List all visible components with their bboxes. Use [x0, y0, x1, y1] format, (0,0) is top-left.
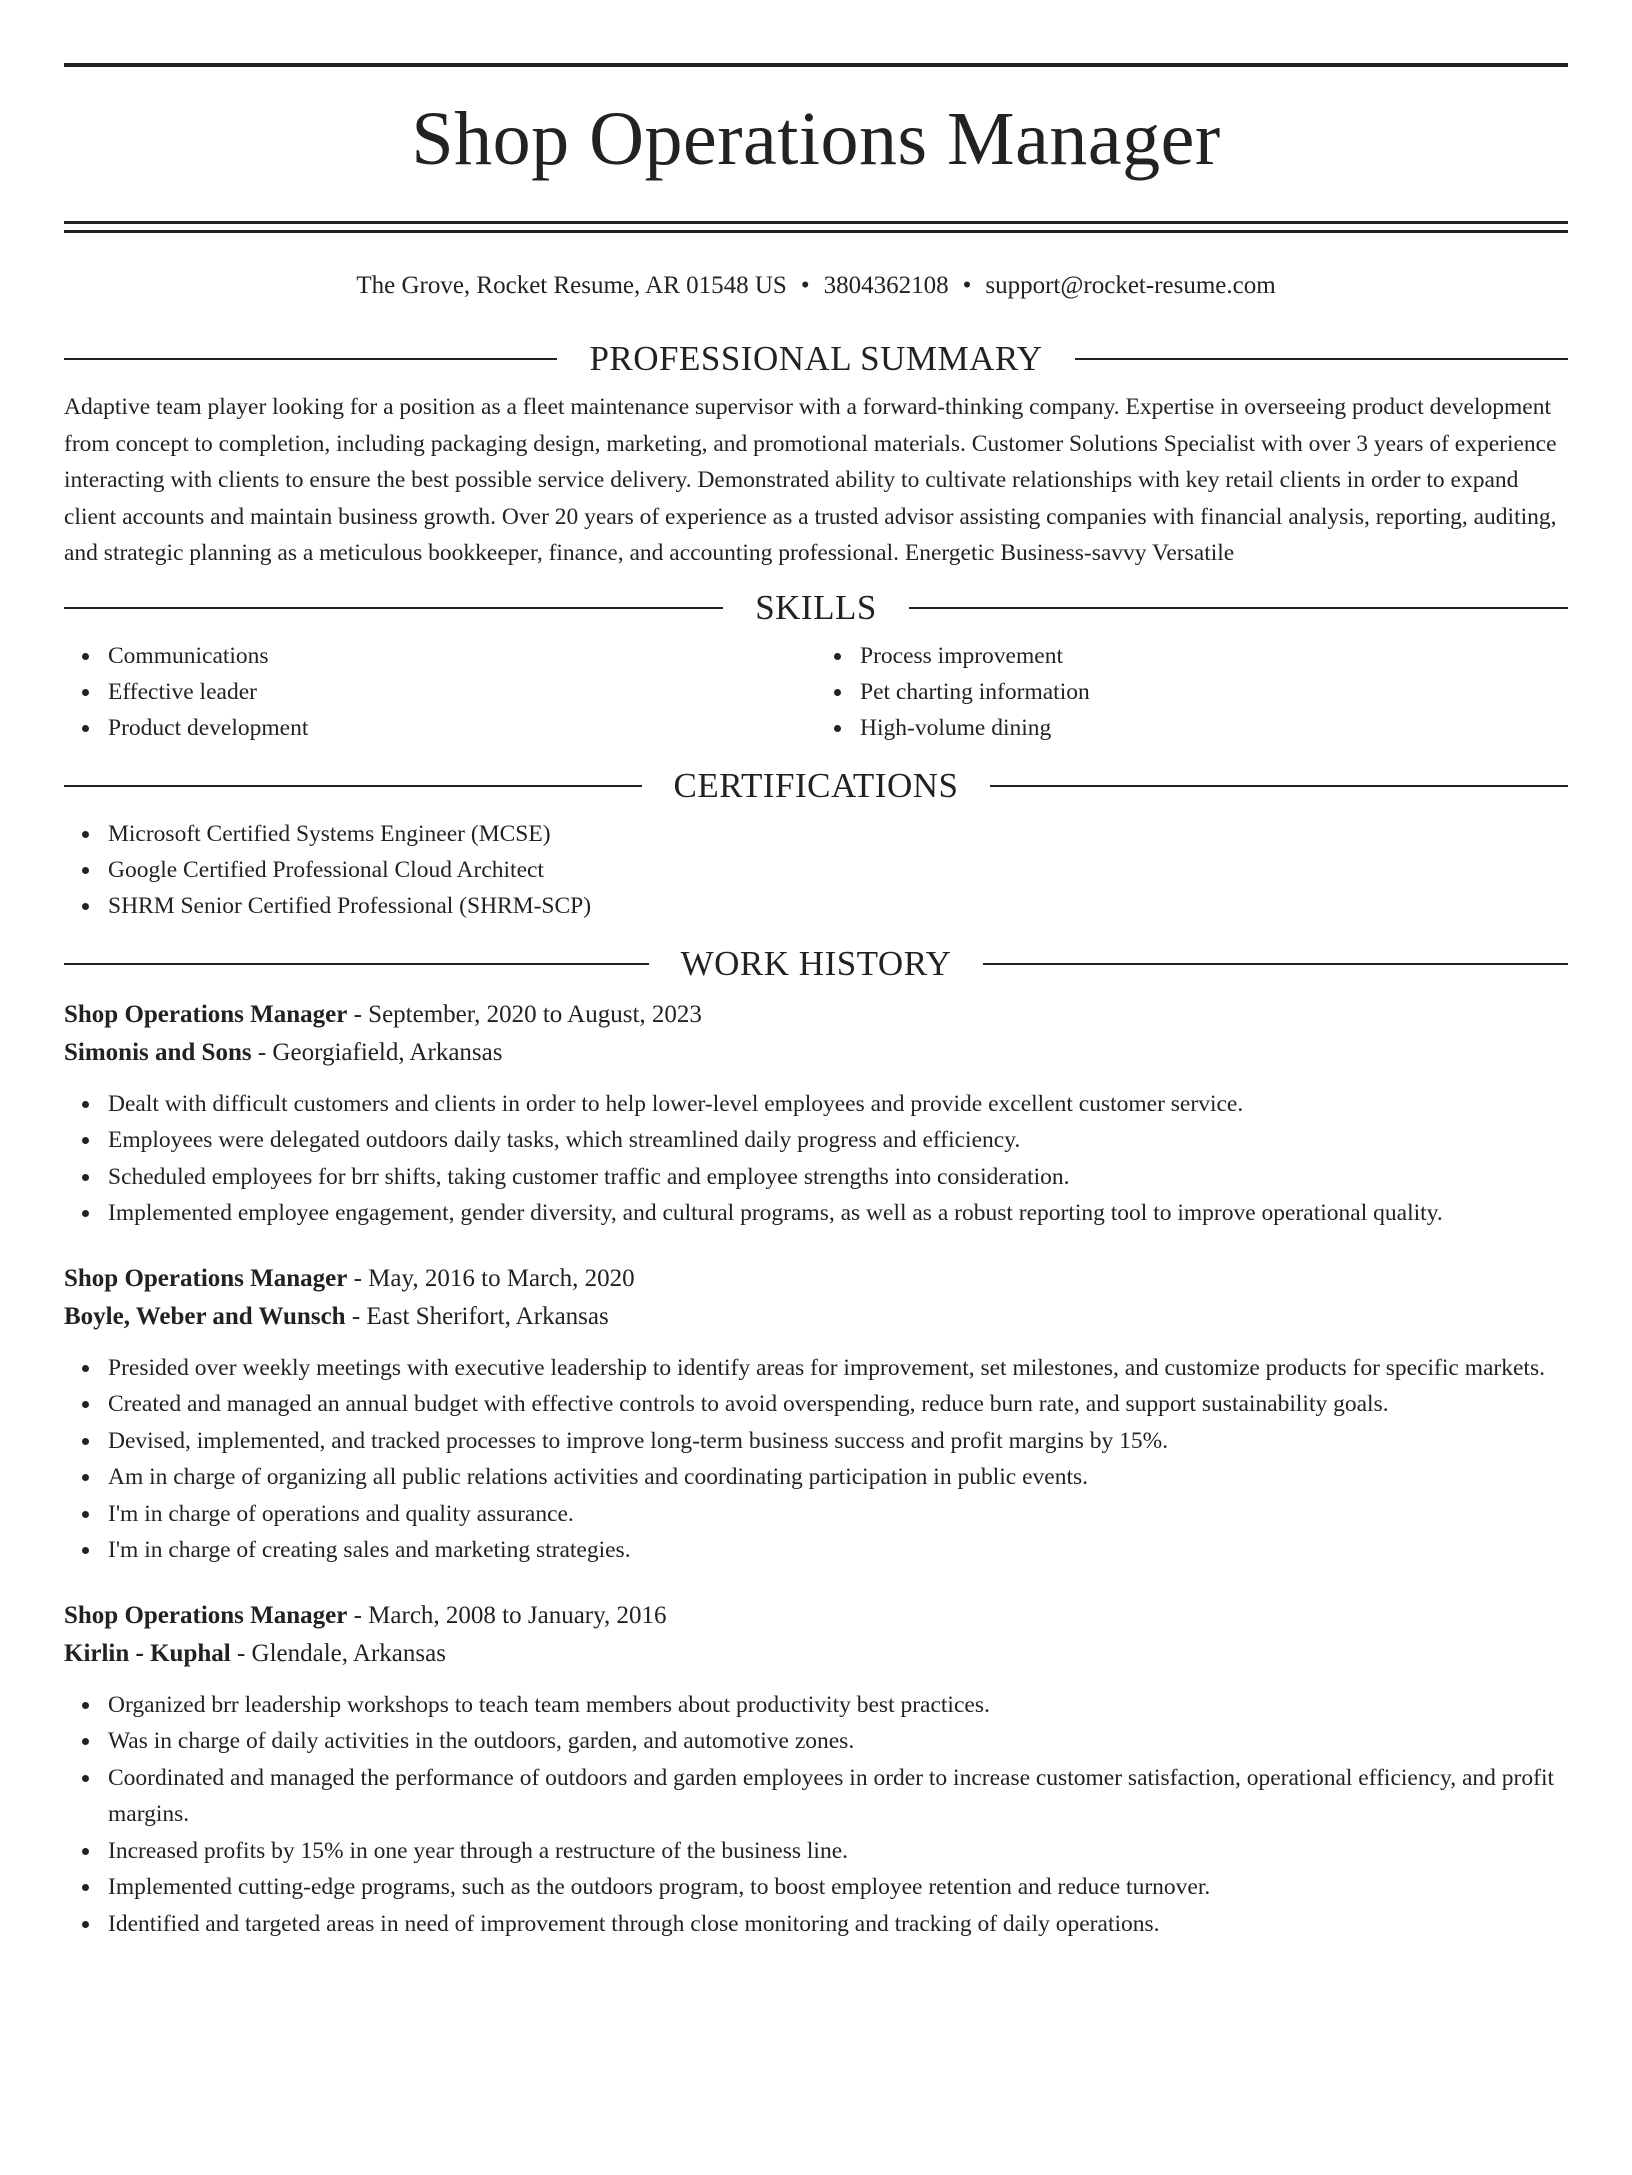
job-dates: - May, 2016 to March, 2020 [347, 1264, 635, 1292]
job-bullet: Increased profits by 15% in one year through a restructure of the business line. [108, 1833, 1568, 1870]
skill-item: High-volume dining [860, 710, 1568, 746]
job-title-line [64, 1597, 1568, 1635]
skills-list [64, 638, 1568, 746]
job-company: Simonis and Sons [64, 1038, 252, 1066]
job-title: Shop Operations Manager [64, 1264, 348, 1292]
job-company-line [64, 1635, 1568, 1673]
heading-rule-right [990, 785, 1568, 787]
job-bullet: Was in charge of daily activities in the outdoors, garden, and automotive zones. [108, 1723, 1568, 1760]
resume-page [0, 63, 1632, 2175]
job-company-line [64, 1034, 1568, 1072]
skills-column-right [816, 638, 1568, 746]
contact-address: The Grove, Rocket Resume, AR 01548 US [356, 272, 787, 299]
certifications-heading-label: CERTIFICATIONS [673, 765, 959, 805]
job-company: Boyle, Weber and Wunsch [64, 1302, 346, 1330]
job-entry [64, 1597, 1568, 1943]
summary-heading [64, 339, 1568, 379]
contact-separator: • [962, 272, 972, 299]
summary-text: Adaptive team player looking for a position as a fleet maintenance supervisor with a forward-thinking company. Expertise in overseeing product development from concept to completion, including packaging design, marketing, and promotional materials. Customer Solutions Specialist with over 3 years of experience interacting with clients to ensure the best possible service delivery. Demonstrated ability to cultivate relationships with key retail clients in order to expand client accounts and maintain business growth. Over 20 years of experience as a trusted advisor assisting companies with financial analysis, reporting, auditing, and strategic planning as a meticulous bookkeeper, finance, and accounting professional. Energetic Business-savvy Versatile [64, 394, 1557, 566]
job-dates: - September, 2020 to August, 2023 [347, 1000, 702, 1028]
certification-item: SHRM Senior Certified Professional (SHRM-SCP) [108, 888, 1568, 924]
skills-heading [64, 588, 1568, 628]
job-company: Kirlin - Kuphal [64, 1639, 231, 1667]
skills-heading-label: SKILLS [755, 587, 877, 627]
job-bullet: Devised, implemented, and tracked processes to improve long-term business success and profit margins by 15%. [108, 1423, 1568, 1460]
certifications-list [64, 816, 1568, 924]
job-title: Shop Operations Manager [64, 1601, 348, 1629]
heading-rule-right [1075, 358, 1568, 360]
work-history-heading-label: WORK HISTORY [680, 943, 952, 983]
skill-item: Communications [108, 638, 816, 674]
heading-rule-left [64, 358, 557, 360]
job-location: - Glendale, Arkansas [230, 1639, 446, 1667]
skill-item: Pet charting information [860, 674, 1568, 710]
job-bullet: Implemented cutting-edge programs, such as the outdoors program, to boost employee retention and reduce turnover. [108, 1869, 1568, 1906]
job-dates: - March, 2008 to January, 2016 [347, 1601, 667, 1629]
top-rule [64, 63, 1568, 67]
job-bullet: Am in charge of organizing all public relations activities and coordinating participation in public events. [108, 1459, 1568, 1496]
skill-item: Effective leader [108, 674, 816, 710]
job-bullet: I'm in charge of creating sales and marketing strategies. [108, 1532, 1568, 1569]
heading-rule-left [64, 785, 642, 787]
skill-item: Product development [108, 710, 816, 746]
resume-title: Shop Operations Manager [411, 97, 1221, 181]
contact-line [64, 269, 1568, 303]
certification-item: Microsoft Certified Systems Engineer (MCSE) [108, 816, 1568, 852]
summary-heading-label: PROFESSIONAL SUMMARY [589, 339, 1043, 378]
job-bullets [64, 1086, 1568, 1232]
job-bullets [64, 1687, 1568, 1943]
job-title: Shop Operations Manager [64, 1000, 348, 1028]
job-bullet: Presided over weekly meetings with executive leadership to identify areas for improvement, set milestones, and customize products for specific markets. [108, 1350, 1568, 1387]
certifications-heading [64, 766, 1568, 806]
job-location: - East Sherifort, Arkansas [345, 1302, 609, 1330]
job-bullet: Coordinated and managed the performance of outdoors and garden employees in order to increase customer satisfaction, operational efficiency, and profit margins. [108, 1760, 1568, 1833]
certification-item: Google Certified Professional Cloud Architect [108, 852, 1568, 888]
job-location: - Georgiafield, Arkansas [251, 1038, 503, 1066]
job-bullet: I'm in charge of operations and quality assurance. [108, 1496, 1568, 1533]
job-company-line [64, 1298, 1568, 1336]
heading-rule-right [909, 607, 1568, 609]
job-title-line [64, 1260, 1568, 1298]
job-entry [64, 1260, 1568, 1569]
job-bullet: Created and managed an annual budget with effective controls to avoid overspending, reduce burn rate, and support sustainability goals. [108, 1386, 1568, 1423]
job-bullet: Scheduled employees for brr shifts, taking customer traffic and employee strengths into consideration. [108, 1159, 1568, 1196]
heading-rule-left [64, 963, 649, 965]
job-bullet: Implemented employee engagement, gender diversity, and cultural programs, as well as a robust reporting tool to improve operational quality. [108, 1195, 1568, 1232]
contact-phone: 3804362108 [823, 272, 949, 299]
work-history-heading [64, 944, 1568, 984]
job-bullet: Identified and targeted areas in need of improvement through close monitoring and tracking of daily operations. [108, 1906, 1568, 1943]
heading-rule-right [983, 963, 1568, 965]
job-entry [64, 996, 1568, 1232]
skill-item: Process improvement [860, 638, 1568, 674]
job-bullet: Organized brr leadership workshops to teach team members about productivity best practices. [108, 1687, 1568, 1724]
job-bullets [64, 1350, 1568, 1569]
contact-email: support@rocket-resume.com [985, 272, 1276, 299]
job-title-line [64, 996, 1568, 1034]
job-bullet: Employees were delegated outdoors daily tasks, which streamlined daily progress and efficiency. [108, 1122, 1568, 1159]
job-bullet: Dealt with difficult customers and clients in order to help lower-level employees and provide excellent customer service. [108, 1086, 1568, 1123]
skills-column-left [64, 638, 816, 746]
title-double-rule [64, 221, 1568, 233]
heading-rule-left [64, 607, 723, 609]
contact-separator: • [800, 272, 810, 299]
